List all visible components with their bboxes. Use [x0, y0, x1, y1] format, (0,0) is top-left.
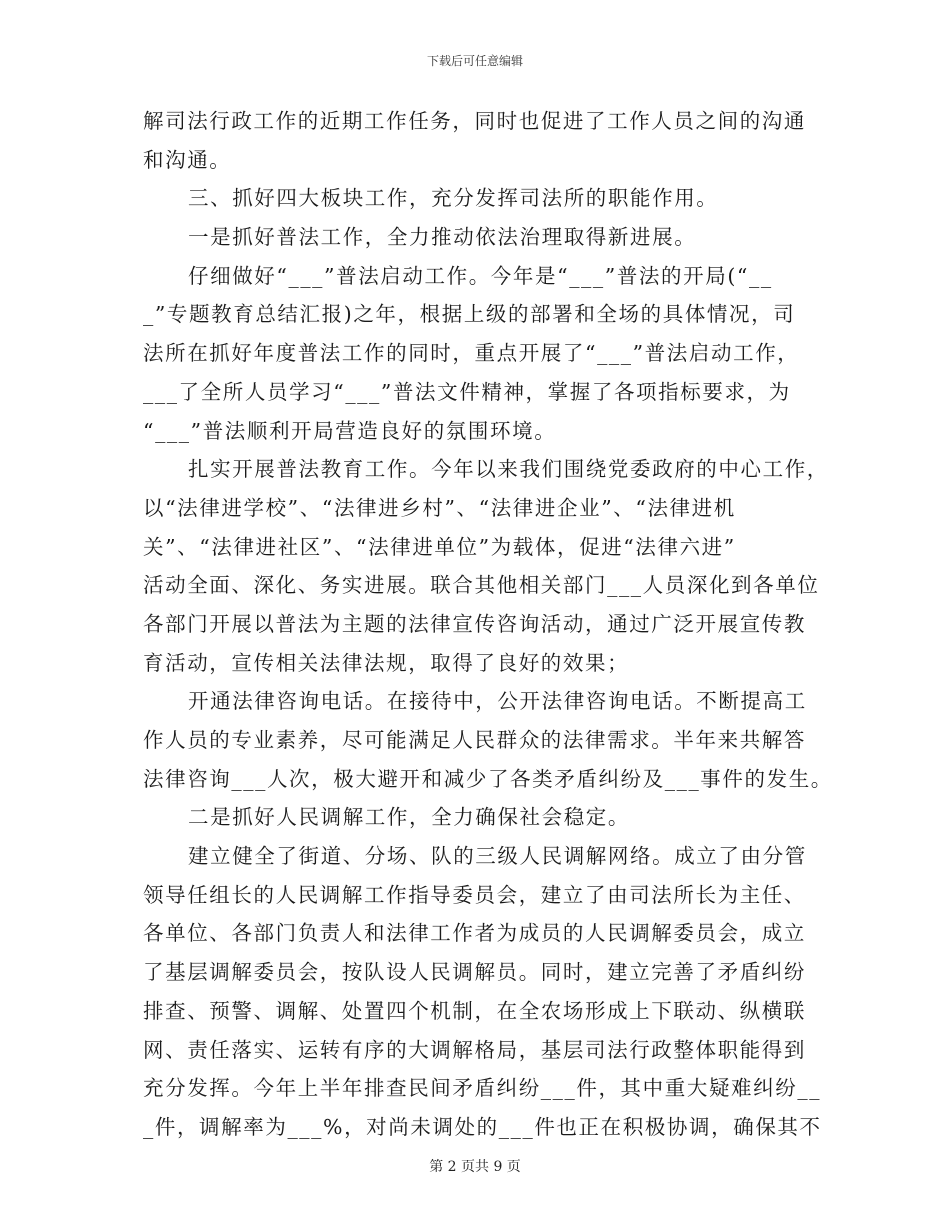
- subsection-heading: 一是抓好普法工作，全力推动依法治理取得新进展。: [188, 225, 697, 250]
- body-line: 育活动，宣传相关法律法规，取得了良好的效果；: [143, 650, 630, 675]
- body-line: _”专题教育总结汇报)之年，根据上级的部署和全场的具体情况，司: [143, 302, 796, 327]
- page-header: 下载后可任意编辑: [426, 54, 523, 68]
- body-line: 以“法律进学校”、“法律进乡村”、“法律进企业”、“法律进机: [143, 495, 736, 520]
- body-line: ___了全所人员学习“___”普法文件精神，掌握了各项指标要求，为: [143, 379, 791, 404]
- body-line: 排查、预警、调解、处置四个机制，在全农场形成上下联动、纵横联: [143, 998, 806, 1023]
- body-line: 领导任组长的人民调解工作指导委员会，建立了由司法所长为主任、: [143, 882, 806, 907]
- body-line: 解司法行政工作的近期工作任务，同时也促进了工作人员之间的沟通: [143, 109, 806, 133]
- body-line: 充分发挥。今年上半年排查民间矛盾纠纷___件，其中重大疑难纠纷__: [143, 1076, 822, 1101]
- body-line: 仔细做好“___”普法启动工作。今年是“___”普法的开局(“__: [188, 263, 773, 288]
- body-line: _件，调解率为___%，对尚未调处的___件也正在积极协调，确保其不: [143, 1114, 822, 1139]
- document-body: [143, 102, 833, 1147]
- body-line: 各部门开展以普法为主题的法律宣传咨询活动，通过广泛开展宣传教: [143, 611, 806, 636]
- body-line: 法律咨询___人次，极大避开和减少了各类矛盾纠纷及___事件的发生。: [143, 766, 833, 791]
- body-line: “___”普法顺利开局营造良好的氛围环境。: [143, 418, 557, 443]
- subsection-heading: 二是抓好人民调解工作，全力确保社会稳定。: [188, 805, 630, 830]
- body-line: 活动全面、深化、务实进展。联合其他相关部门___人员深化到各单位: [143, 573, 820, 598]
- page-footer: 第 2 页共 9 页: [429, 1159, 521, 1175]
- body-line: 关”、“法律进社区”、“法律进单位”为载体，促进“法律六进”: [143, 534, 736, 559]
- body-line: 和沟通。: [143, 147, 232, 172]
- body-line: 扎实开展普法教育工作。今年以来我们围绕党委政府的中心工作，: [188, 457, 829, 482]
- body-line: 法所在抓好年度普法工作的同时，重点开展了“___”普法启动工作，: [143, 341, 800, 366]
- body-line: 了基层调解委员会，按队设人民调解员。同时，建立完善了矛盾纠纷: [143, 960, 806, 985]
- body-line: 开通法律咨询电话。在接待中，公开法律咨询电话。不断提高工: [188, 689, 807, 714]
- body-line: 网、责任落实、运转有序的大调解格局，基层司法行政整体职能得到: [143, 1037, 806, 1062]
- body-line: 作人员的专业素养，尽可能满足人民群众的法律需求。半年来共解答: [143, 728, 806, 752]
- body-line: 各单位、各部门负责人和法律工作者为成员的人民调解委员会，成立: [143, 921, 806, 946]
- body-line: 建立健全了街道、分场、队的三级人民调解网络。成立了由分管: [188, 844, 807, 869]
- section-heading: 三、抓好四大板块工作，充分发挥司法所的职能作用。: [188, 186, 719, 211]
